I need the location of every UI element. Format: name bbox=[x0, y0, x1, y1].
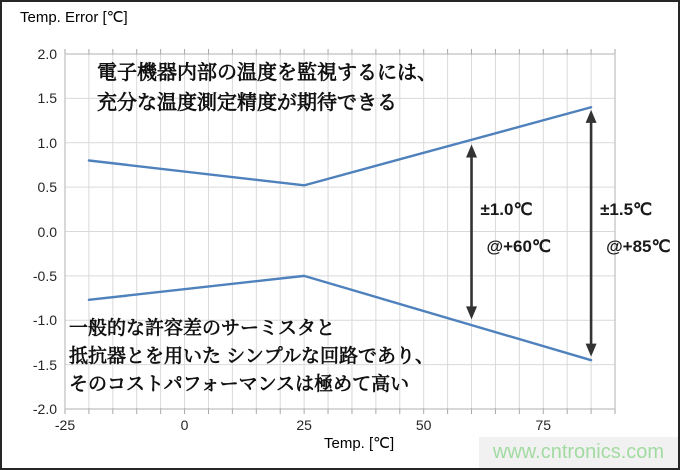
annotation-bottom-note bbox=[69, 315, 434, 399]
tolerance-label-1: ±1.0℃ bbox=[480, 199, 533, 219]
watermark: www.cntronics.com bbox=[479, 437, 678, 468]
arrowhead-down bbox=[586, 344, 597, 357]
arrowhead-down bbox=[466, 306, 477, 319]
bottom-note-line-2: 抵抗器とを用いた シンプルな回路であり、 bbox=[69, 346, 435, 367]
y-tick-label: 1.5 bbox=[37, 90, 57, 107]
top-note-line-2: 充分な温度測定精度が期待できる bbox=[97, 92, 397, 114]
y-tick-label: 1.0 bbox=[37, 134, 57, 151]
x-tick-label: 0 bbox=[180, 417, 189, 433]
y-tick-label: 2.0 bbox=[37, 46, 57, 62]
arrowhead-up bbox=[586, 110, 597, 123]
annotation-top-note bbox=[97, 58, 437, 118]
bottom-note-line-1: 一般的な許容差のサーミスタと bbox=[69, 318, 336, 339]
tolerance-condition-1: @+60℃ bbox=[486, 236, 552, 256]
x-tick-label: -25 bbox=[54, 417, 76, 433]
chart-title: Temp. Error [℃] bbox=[20, 9, 128, 26]
tolerance-condition-2: @+85℃ bbox=[606, 236, 671, 256]
y-tick-label: 0.5 bbox=[37, 179, 57, 196]
arrowhead-up bbox=[466, 145, 477, 158]
y-tick-label: -0.5 bbox=[32, 267, 57, 284]
x-tick-label: 25 bbox=[296, 417, 312, 433]
top-note-line-1: 電子機器内部の温度を監視するには、 bbox=[97, 62, 437, 84]
series-upper-tolerance-limit bbox=[89, 107, 591, 185]
bottom-note-line-3: そのコストパフォーマンスは極めて高い bbox=[69, 374, 410, 395]
tolerance-label-2: ±1.5℃ bbox=[600, 199, 653, 219]
y-tick-label: -2.0 bbox=[32, 401, 57, 417]
y-tick-label: 0.0 bbox=[37, 223, 57, 240]
y-tick-label: -1.5 bbox=[32, 356, 57, 373]
x-tick-label: 50 bbox=[415, 417, 432, 433]
x-tick-label: 75 bbox=[535, 417, 552, 433]
x-axis-title: Temp. [℃] bbox=[324, 435, 395, 452]
y-tick-label: -1.0 bbox=[32, 312, 57, 329]
